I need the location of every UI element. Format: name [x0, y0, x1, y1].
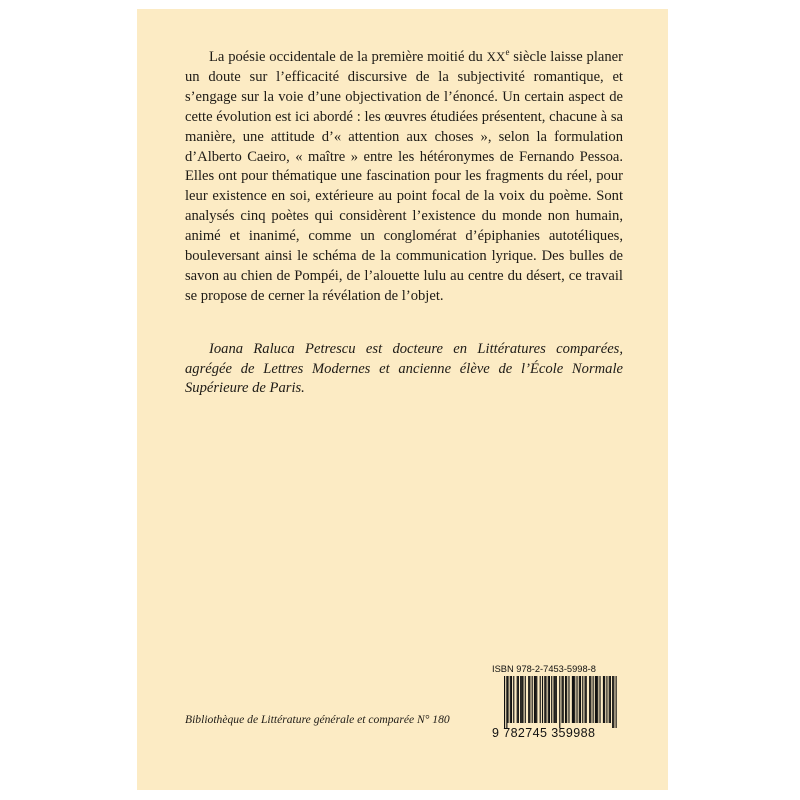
- barcode-bar: [572, 676, 573, 723]
- century-superscript: e: [505, 47, 510, 58]
- century-numeral: XX: [486, 49, 506, 64]
- barcode-bar: [548, 676, 549, 723]
- barcode-bar: [597, 676, 598, 723]
- barcode-bar: [606, 676, 607, 723]
- abstract-paragraph: [185, 47, 623, 307]
- barcode-bar: [610, 676, 611, 723]
- barcode-digits: 9 782745 359988: [492, 726, 596, 740]
- barcode-bar: [566, 676, 567, 723]
- author-bio: Ioana Raluca Petrescu est docteure en Littératures comparées, agrégée de Lettres Modernes et ancienne élève de l’École Normale Supérieure de Paris.: [185, 341, 623, 397]
- barcode-bar: [520, 676, 521, 723]
- barcode-bar: [568, 676, 569, 723]
- barcode-bar: [545, 676, 546, 723]
- barcode-bar: [518, 676, 519, 723]
- series-line: Bibliothèque de Littérature générale et comparée N° 180: [185, 713, 450, 726]
- barcode-bars: [492, 676, 623, 728]
- barcode-bar: [504, 676, 505, 728]
- barcode-bar: [517, 676, 518, 723]
- isbn-barcode: [492, 664, 623, 742]
- abstract-text-rest: siècle laisse planer un doute sur l’efficacité discursive de la subjectivité romantique, et s’engage sur la voie d’une objectivation de l’énoncé. Un certain aspect de cette évolution est ici abordé : les œuvres étudiées présentent, chacune à sa manière, une attitude d’« attention aux choses », selon la formulation d’Alberto Caeiro, « maître » entre les hétéronymes de Fernando Pessoa. Elles ont pour thématique une fascination pour les fragments du réel, pour leur existence en soi, extérieure au point focal de la voix du poème. Sont analysés cinq poètes qui considèrent l’existence du monde non humain, animé et inanimé, comme un conglomérat d’épiphanies autotéliques, bouleversant ainsi le schéma de la communication lyrique. Des bulles de savon au chien de Pompéi, de l’alouette lulu au centre du désert, ce travail se propose de cerner la révélation de l’objet.: [185, 49, 623, 304]
- back-cover: [137, 9, 668, 790]
- barcode-bar: [589, 676, 590, 723]
- barcode-bar: [596, 676, 597, 723]
- barcode-bar: [511, 676, 512, 723]
- barcode-bar: [573, 676, 574, 723]
- barcode-bar: [579, 676, 580, 723]
- barcode-bar: [609, 676, 610, 723]
- barcode-bar: [528, 676, 529, 723]
- barcode-bar: [549, 676, 550, 723]
- barcode-bar: [534, 676, 535, 723]
- barcode-bar: [612, 676, 613, 728]
- barcode-bar: [513, 676, 514, 723]
- barcode-bar: [613, 676, 614, 728]
- barcode-bar: [542, 676, 543, 723]
- barcode-bar: [525, 676, 526, 723]
- isbn-label: ISBN 978-2-7453-5998-8: [492, 664, 596, 674]
- barcode-bar: [604, 676, 605, 723]
- barcode-bar: [576, 676, 577, 723]
- barcode-bar: [593, 676, 594, 723]
- barcode-bar: [599, 676, 600, 723]
- barcode-bar: [562, 676, 563, 723]
- barcode-bar: [590, 676, 591, 723]
- barcode-bar: [507, 676, 508, 723]
- barcode-bar: [551, 676, 552, 723]
- barcode-bar: [540, 676, 541, 723]
- barcode-bar: [510, 676, 511, 723]
- barcode-bar: [506, 676, 507, 728]
- barcode-bar: [585, 676, 586, 723]
- barcode-bar: [574, 676, 575, 723]
- barcode-bar: [532, 676, 533, 723]
- barcode-bar: [529, 676, 530, 723]
- barcode-bar: [555, 676, 556, 723]
- barcode-bar: [603, 676, 604, 723]
- barcode-bar: [559, 676, 560, 728]
- barcode-bar: [553, 676, 554, 723]
- barcode-bar: [535, 676, 536, 723]
- barcode-bar: [563, 676, 564, 723]
- barcode-bar: [580, 676, 581, 723]
- barcode-bar: [521, 676, 522, 723]
- barcode-bar: [565, 676, 566, 723]
- barcode-bar: [595, 676, 596, 723]
- barcode-bar: [522, 676, 523, 723]
- barcode-bar: [544, 676, 545, 723]
- barcode-bar: [536, 676, 537, 723]
- barcode-bar: [586, 676, 587, 723]
- barcode-bar: [556, 676, 557, 723]
- abstract-text-start: La poésie occidentale de la première moitié du: [209, 49, 487, 65]
- barcode-bar: [616, 676, 617, 728]
- barcode-bar: [582, 676, 583, 723]
